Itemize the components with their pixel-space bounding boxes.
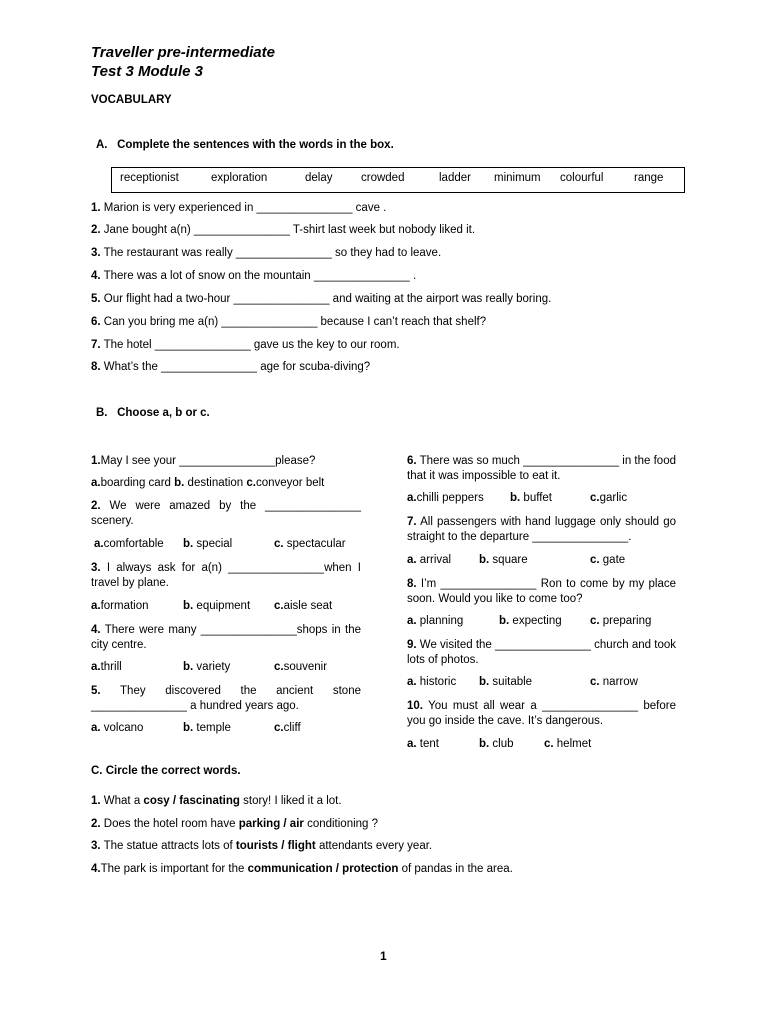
word-box-item: crowded [361,172,405,184]
doc-title: Traveller pre-intermediate [91,44,275,61]
option-letter: c. [590,676,600,688]
part-b-question [407,699,676,729]
item-number: 1. [91,795,101,807]
option-text: arrival [416,554,452,566]
option-text: conveyor belt [255,477,325,489]
option-letter: b. [479,554,490,566]
option-text: equipment [193,600,251,612]
item-text: They discovered the ancient stone _______________ a hundred years ago. [91,685,361,712]
option-letter: a. [407,492,417,504]
item-number: 6. [91,316,101,328]
item-number: 5. [91,685,101,697]
word-box-item: ladder [439,172,471,184]
option-letter: a. [91,600,101,612]
word-box-item: colourful [560,172,604,184]
part-a-item [91,224,475,236]
part-b-question [91,561,361,591]
word-box-item: minimum [494,172,541,184]
option-letter: c. [590,492,600,504]
item-text: What’s the _______________ age for scuba-diving? [100,361,371,373]
item-text: All passengers with hand luggage only should go straight to the departure _______________. [407,516,676,543]
part-b-question [407,638,676,668]
option-text: souvenir [283,661,328,673]
item-text: What a [100,795,144,807]
part-a-heading: A. Complete the sentences with the words in the box. [96,139,394,151]
option-text: spectacular [283,538,346,550]
word-box [111,167,685,193]
option-text: buffet [520,492,552,504]
option-letter: c. [274,722,284,734]
option-letter: c. [274,538,284,550]
option-letter: a. [407,676,417,688]
part-b-heading: B. Choose a, b or c. [96,407,210,419]
word-box-item: exploration [211,172,268,184]
option-letter: b. [510,492,521,504]
option-text: preparing [599,615,652,627]
item-number: 9. [407,639,417,651]
option-letter: a. [91,722,101,734]
item-text: conditioning ? [303,818,379,830]
part-a-item [91,293,551,305]
item-number: 4. [91,624,101,636]
item-text: I’m _______________ Ron to come by my place soon. Would you like to come too? [407,578,676,605]
item-text: The restaurant was really _______________ so they had to leave. [100,247,442,259]
choice-words: parking / air [238,818,304,830]
item-text: We visited the _______________ church and took lots of photos. [407,639,676,666]
item-text: Our flight had a two-hour _______________ and waiting at the airport was really boring. [100,293,552,305]
option-letter: b. [479,676,490,688]
word-box-item: delay [305,172,333,184]
option-letter: a. [407,554,417,566]
part-c-item [91,818,378,830]
word-box-item: receptionist [120,172,179,184]
item-number: 7. [407,516,417,528]
item-text: Can you bring me a(n) _______________ because I can’t reach that shelf? [100,316,487,328]
item-text: attendants every year. [315,840,433,852]
part-b-question [91,684,361,714]
option-letter: a. [407,615,417,627]
option-letter: c. [246,477,256,489]
option-text: chilli peppers [416,492,484,504]
option-letter: a. [91,477,101,489]
option-text: temple [193,722,231,734]
option-text: comfortable [103,538,164,550]
item-text: story! I liked it a lot. [239,795,342,807]
item-number: 1. [91,455,101,467]
item-text: The park is important for the [100,863,248,875]
option-letter: c. [544,738,554,750]
part-b-question [91,623,361,653]
item-number: 2. [91,818,101,830]
option-letter: b. [183,722,194,734]
item-number: 7. [91,339,101,351]
item-number: 1. [91,202,101,214]
option-letter: a. [94,538,104,550]
choice-words: communication / protection [247,863,399,875]
item-text: Does the hotel room have [100,818,239,830]
option-letter: c. [590,615,600,627]
option-text: narrow [599,676,638,688]
option-letter: c. [274,600,284,612]
item-text: There was a lot of snow on the mountain _______________ . [100,270,417,282]
item-number: 10. [407,700,423,712]
option-text: boarding card [100,477,175,489]
option-text: cliff [283,722,301,734]
item-text: You must all wear a _______________ before you go inside the cave. It’s dangerous. [407,700,676,727]
option-letter: b. [174,477,185,489]
option-text: planning [416,615,464,627]
option-letter: c. [274,661,284,673]
section-heading: VOCABULARY [91,94,172,106]
option-letter: b. [183,538,194,550]
part-b-question [91,499,361,529]
item-number: 8. [407,578,417,590]
item-number: 3. [91,247,101,259]
item-text: Jane bought a(n) _______________ T-shirt last week but nobody liked it. [100,224,476,236]
part-b-question [407,454,676,484]
item-text: I always ask for a(n) _______________when I travel by plane. [91,562,361,589]
part-a-item [91,270,416,282]
option-text: tent [416,738,439,750]
option-letter: b. [499,615,510,627]
part-b-question [407,577,676,607]
item-number: 4. [91,863,101,875]
part-c-heading: C. Circle the correct words. [91,765,241,777]
part-c-item [91,840,432,852]
item-text: Marion is very experienced in _______________ cave . [100,202,387,214]
part-a-item [91,316,486,328]
choice-words: cosy / fascinating [143,795,240,807]
option-text: special [193,538,233,550]
item-number: 8. [91,361,101,373]
word-box-item: range [634,172,664,184]
option-text: volcano [100,722,144,734]
part-c-item [91,863,513,875]
item-text: May I see your _______________please? [100,455,316,467]
option-text: suitable [489,676,533,688]
option-letter: a. [407,738,417,750]
option-text: historic [416,676,457,688]
option-text: thrill [100,661,122,673]
part-b-question [407,515,676,545]
item-text: The hotel _______________ gave us the key to our room. [100,339,400,351]
option-text: garlic [599,492,628,504]
part-a-item [91,202,386,214]
option-letter: b. [183,661,194,673]
item-number: 2. [91,500,101,512]
item-number: 6. [407,455,417,467]
option-text: expecting [509,615,562,627]
item-text: There was so much _______________ in the food that it was impossible to eat it. [407,455,676,482]
option-text: aisle seat [283,600,333,612]
option-letter: b. [479,738,490,750]
option-text: destination [184,477,247,489]
item-text: The statue attracts lots of [100,840,236,852]
part-b-question [91,454,361,469]
part-a-item [91,361,370,373]
item-number: 5. [91,293,101,305]
choice-words: tourists / flight [235,840,316,852]
item-text: There were many _______________shops in the city centre. [91,624,361,651]
page-number: 1 [380,949,387,963]
item-number: 3. [91,562,101,574]
option-letter: b. [183,600,194,612]
item-text: We were amazed by the _______________ scenery. [91,500,361,527]
option-letter: c. [590,554,600,566]
doc-subtitle: Test 3 Module 3 [91,63,203,80]
option-text: helmet [553,738,592,750]
part-a-item [91,247,441,259]
item-number: 4. [91,270,101,282]
part-c-item [91,795,342,807]
option-text: formation [100,600,149,612]
item-text: of pandas in the area. [398,863,513,875]
option-letter: a. [91,661,101,673]
part-a-item [91,339,400,351]
option-text: club [489,738,514,750]
item-number: 3. [91,840,101,852]
option-text: gate [599,554,626,566]
option-text: square [489,554,528,566]
item-number: 2. [91,224,101,236]
option-text: variety [193,661,231,673]
